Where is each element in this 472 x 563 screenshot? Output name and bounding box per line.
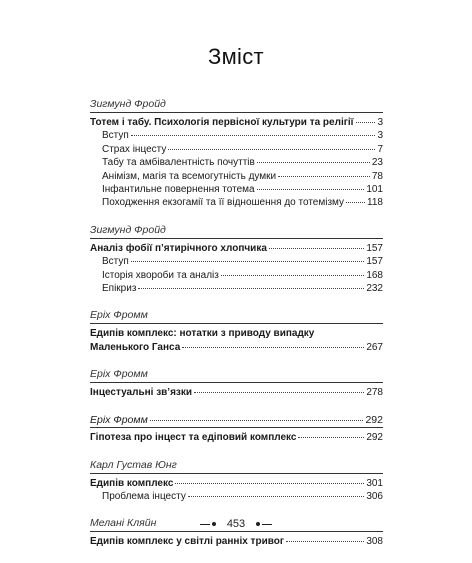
toc-subentry[interactable] bbox=[90, 196, 383, 209]
entry-page-number: 168 bbox=[366, 269, 383, 281]
section-author: Еріх Фромм bbox=[90, 309, 383, 324]
toc-subentry[interactable] bbox=[90, 156, 383, 169]
entry-title: Аналіз фобії п’ятирічного хлопчика bbox=[90, 242, 267, 254]
toc-section bbox=[90, 309, 383, 354]
entry-page-number: 3 bbox=[377, 117, 383, 128]
footer-dash-right bbox=[262, 524, 272, 525]
section-author: Еріх Фромм bbox=[90, 368, 383, 383]
toc-entry[interactable] bbox=[90, 386, 383, 399]
table-of-contents bbox=[90, 98, 383, 563]
leader-dots bbox=[131, 261, 365, 262]
author-page-number: 292 bbox=[365, 413, 383, 426]
entry-title: Інцестуальні зв’язки bbox=[90, 387, 193, 399]
toc-subentry[interactable] bbox=[90, 129, 383, 142]
toc-entry[interactable] bbox=[90, 341, 383, 354]
toc-subentry[interactable] bbox=[90, 490, 383, 503]
toc-entry[interactable] bbox=[90, 116, 383, 129]
toc-subentry[interactable] bbox=[90, 282, 383, 295]
entry-title: Тотем і табу. Психологія первісної культури та релігії bbox=[90, 117, 354, 128]
leader-dots bbox=[175, 483, 364, 484]
leader-dots bbox=[168, 149, 375, 150]
toc-section bbox=[90, 459, 383, 504]
leader-dots bbox=[356, 122, 376, 123]
entry-title: Анімізм, магія та всемогутність думки bbox=[102, 170, 277, 182]
toc-entry[interactable] bbox=[90, 535, 383, 548]
toc-section bbox=[90, 414, 383, 445]
toc-entry[interactable] bbox=[90, 242, 383, 255]
leader-dots bbox=[131, 135, 376, 136]
entry-title-line: Едипів комплекс: нотатки з приводу випадку bbox=[90, 328, 315, 340]
leader-dots bbox=[188, 496, 364, 497]
toc-subentry[interactable] bbox=[90, 255, 383, 268]
page-title: Зміст bbox=[208, 44, 264, 69]
section-author: Карл Густав Юнг bbox=[90, 459, 383, 474]
entry-page-number: 118 bbox=[367, 197, 383, 209]
leader-dots bbox=[346, 202, 365, 203]
footer-dot-right bbox=[256, 522, 260, 526]
entry-title: Інфантильне повернення тотема bbox=[102, 184, 255, 196]
entry-page-number: 78 bbox=[371, 170, 383, 182]
leader-dots bbox=[286, 541, 364, 542]
entry-page-number: 7 bbox=[377, 143, 383, 155]
entry-page-number: 278 bbox=[366, 387, 383, 399]
entry-page-number: 23 bbox=[371, 157, 383, 169]
entry-page-number: 292 bbox=[366, 432, 383, 444]
leader-dots bbox=[269, 248, 364, 249]
entry-page-number: 157 bbox=[366, 256, 383, 268]
toc-section bbox=[90, 368, 383, 399]
entry-page-number: 232 bbox=[366, 283, 383, 295]
leader-dots bbox=[257, 162, 370, 163]
toc-subentry[interactable] bbox=[90, 269, 383, 282]
entry-page-number: 301 bbox=[366, 477, 383, 489]
entry-page-number: 3 bbox=[377, 130, 383, 142]
leader-dots bbox=[221, 275, 364, 276]
entry-page-number: 157 bbox=[366, 242, 383, 254]
leader-dots bbox=[257, 189, 365, 190]
toc-subentry[interactable] bbox=[90, 143, 383, 156]
entry-page-number: 306 bbox=[366, 490, 383, 502]
entry-title: Табу та амбівалентність почуттів bbox=[102, 157, 255, 169]
entry-title: Вступ bbox=[102, 130, 129, 142]
toc-section bbox=[90, 224, 383, 296]
entry-title: Едипів комплекс у світлі ранніх тривог bbox=[90, 536, 285, 548]
leader-dots bbox=[150, 420, 364, 421]
leader-dots bbox=[138, 288, 364, 289]
entry-title: Страх інцесту bbox=[102, 143, 167, 155]
toc-subentry[interactable] bbox=[90, 183, 383, 196]
leader-dots bbox=[182, 347, 364, 348]
leader-dots bbox=[298, 437, 364, 438]
entry-title: Гіпотеза про інцест та едіповий комплекс bbox=[90, 432, 297, 444]
entry-title: Проблема інцесту bbox=[102, 490, 186, 502]
entry-page-number: 101 bbox=[366, 184, 383, 196]
entry-title: Історія хвороби та аналіз bbox=[102, 269, 219, 281]
section-author: Мелані Кляйн bbox=[90, 517, 383, 532]
footer-dash-left bbox=[200, 524, 210, 525]
entry-title: Едипів комплекс bbox=[90, 477, 174, 489]
entry-title: Вступ bbox=[102, 256, 129, 268]
toc-subentry[interactable] bbox=[90, 170, 383, 183]
leader-dots bbox=[278, 176, 370, 177]
page-footer bbox=[0, 518, 472, 530]
page-number: 453 bbox=[226, 518, 246, 530]
toc-entry[interactable] bbox=[90, 477, 383, 490]
entry-title: Походження екзогамії та її відношення до тотемізму bbox=[102, 197, 345, 209]
toc-section bbox=[90, 98, 383, 210]
section-author: Зигмунд Фройд bbox=[90, 224, 383, 239]
section-author: Еріх Фромм bbox=[90, 413, 148, 426]
section-author-row bbox=[90, 414, 383, 428]
toc-entry[interactable] bbox=[90, 431, 383, 444]
entry-title: Епікриз bbox=[102, 283, 137, 295]
section-author: Зигмунд Фройд bbox=[90, 98, 383, 113]
entry-page-number: 308 bbox=[366, 536, 383, 548]
entry-title: Маленького Ганса bbox=[90, 341, 181, 353]
entry-page-number: 267 bbox=[366, 341, 383, 353]
footer-dot-left bbox=[212, 522, 216, 526]
leader-dots bbox=[194, 392, 364, 393]
